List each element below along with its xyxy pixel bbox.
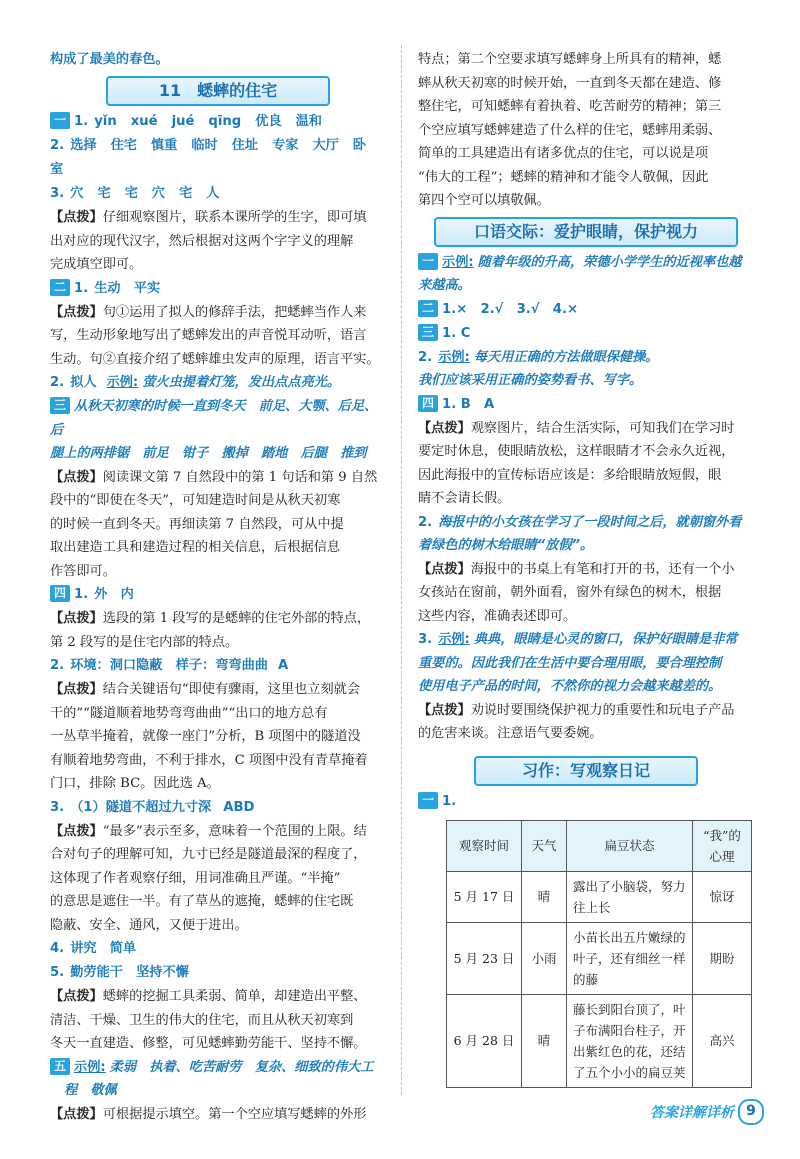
s1-q3: 3. 穴 宅 宅 穴 宅 人 xyxy=(50,182,386,206)
s4-q5: 5. 勤劳能干 坚持不懈 xyxy=(50,965,189,980)
s5-answer: 五 示例: 柔弱 执着、吃苦耐劳 复杂、细致的伟大工 程 敬佩 xyxy=(50,1056,386,1103)
s1-q1: 一 1. yǐn xué jué qīng 优良 温和 xyxy=(50,110,386,134)
s2-q2: 2. 拟人 示例: 萤火虫提着灯笼，发出点点亮光。 xyxy=(50,375,341,390)
o4-tip3: 【点拨】劝说时要围绕保护视力的重要性和玩电子产品 的危害来谈。注意语气要委婉。 xyxy=(418,702,735,741)
s4-tip2: 【点拨】结合关键语句“即使有骤雨，这里也立刻就会 干的”“隧道顺着地势弯弯曲曲”“出口的地方总有 一丛草半掩着，就像一座门”分析，B 项图中的隧道没 有顺着地势弯曲，不利于排水，C 项图中没有青草掩着 门口，排除 BC。因此选 A。 xyxy=(50,682,368,791)
table-row: 6 月 28 日 晴 藤长到阳台顶了，叶子布满阳台柱子，开出紫红色的花，还结了五个小小的扁豆荚 高兴 xyxy=(447,994,752,1087)
s4-tip1: 【点拨】选段的第 1 段写的是蟋蟀的住宅外部的特点， 第 2 段写的是住宅内部的特点。 xyxy=(50,611,371,650)
table-row: 5 月 23 日 小雨 小苗长出五片嫩绿的叶子，还有细丝一样的藤 期盼 xyxy=(447,922,752,994)
s4-tip3: 【点拨】“最多”表示至多，意味着一个范围的上限。结 合对句子的理解可知，九寸已经是隧道最深的程度了， 这体现了作者观察仔细，用词准确且严谨。“半掩” 的意思是遮住一半。有了草丛的遮掩，蟋蟀的住宅既 隐蔽、安全、通风，又便于进出。 xyxy=(50,823,367,933)
prev-lesson-tail: 构成了最美的春色。 xyxy=(50,52,169,67)
column-divider xyxy=(401,45,402,1095)
o1-answer: 一 示例: 随着年级的升高，荣德小学学生的近视率也越 来越高。 xyxy=(418,253,742,293)
char-answers: 穴 宅 宅 穴 宅 人 xyxy=(70,186,220,201)
s2-q1: 二 1. 生动 平实 xyxy=(50,277,386,301)
s5-tip-continued: 特点；第二个空要求填写蟋蟀身上所具有的精神，蟋 蟀从秋天初寒的时候开始，一直到冬天都在建造、修 整住宅，可知蟋蟀有着执着、吃苦耐劳的精神；第三 个空应填写蟋蟀建造了什么样的住宅，蟋蟀用柔弱、 简单的工具建造出有诸多优点的住宅，可以说是项 “伟大的工程”；蟋蟀的精神和才能令人敬佩，因此 第四个空可以填敬佩。 xyxy=(418,52,722,208)
o3-q1: 三 1. C xyxy=(418,322,754,346)
word-answers: 选择 住宅 慎重 临时 住址 专家 大厅 卧室 xyxy=(50,138,366,177)
s4-q3: 3. （1）隧道不超过九寸深 ABD xyxy=(50,799,255,815)
s3-answer: 三 从秋天初寒的时候一直到冬天 前足、大颚、后足、后 腿上的两排锯 前足 钳子 搬掉 踏地 后腿 推到 xyxy=(50,398,378,461)
page-footer xyxy=(650,1101,764,1123)
s3-tip: 【点拨】阅读课文第 7 自然段中的第 1 句话和第 9 自然 段中的“即使在冬天”，可知建造时间是从秋天初寒 的时候一直到冬天。再细读第 7 自然段，可从中提 取出建造工具和建造过程的相关信息，后根据信息 作答即可。 xyxy=(50,469,378,579)
writing-title: 习作：写观察日记 xyxy=(474,756,698,786)
table-row: 5 月 17 日 晴 露出了小脑袋，努力往上长 惊讶 xyxy=(447,871,752,922)
s1-tip: 【点拨】仔细观察图片，联系本课所学的生字，即可填 出对应的现代汉字，然后根据对这两个字字义的理解 完成填空即可。 xyxy=(50,210,367,272)
s1-q2: 2. 选择 住宅 慎重 临时 住址 专家 大厅 卧室 xyxy=(50,138,366,177)
o4-tip2: 【点拨】海报中的书桌上有笔和打开的书，还有一个小 女孩站在窗前，朝外面看，窗外有绿色的树木，根据 这些内容，准确表述即可。 xyxy=(418,561,735,624)
lesson-title: 11 蟋蟀的住宅 xyxy=(106,76,330,106)
s2-tip: 【点拨】句①运用了拟人的修辞手法，把蟋蟀当作人来 写，生动形象地写出了蟋蟀发出的声音悦耳动听，语言 生动。句②直接介绍了蟋蟀雄虫发声的原理，语言平实。 xyxy=(50,304,380,367)
section-badge: 一 xyxy=(50,112,70,129)
o3-q2: 2. 示例: 每天用正确的方法做眼保健操。 我们应该采用正确的姿势看书、写字。 xyxy=(418,349,659,388)
oral-title: 口语交际：爱护眼睛，保护视力 xyxy=(434,217,738,247)
w1-q1: 一 1. xyxy=(418,790,754,814)
o4-tip1: 【点拨】观察图片，结合生活实际，可知我们在学习时 要定时休息，使眼睛放松，这样眼睛才不会永久近视， 因此海报中的宣传标语应该是：多给眼睛放短假，眼 睛不会请长假。 xyxy=(418,420,735,506)
right-column xyxy=(418,48,754,1088)
table-header-row: 观察时间 天气 扁豆状态 “我”的心理 xyxy=(447,820,752,871)
s4-q1: 四 1. 外 内 xyxy=(50,583,386,607)
s4-q4: 4. 讲究 简单 xyxy=(50,941,137,956)
observation-table xyxy=(446,820,752,1088)
left-column xyxy=(50,48,386,1126)
pinyin-answers: yǐn xué jué qīng 优良 温和 xyxy=(94,114,322,129)
page-number: 9 xyxy=(738,1099,764,1125)
o4-q3: 3. 示例: 典典，眼睛是心灵的窗口，保护好眼睛是非常 重要的。因此我们在生活中要合理用眼，要合理控制 使用电子产品的时间，不然你的视力会越来越差的。 xyxy=(418,632,738,694)
s4-tip5: 【点拨】蟋蟀的挖掘工具柔弱、简单，却建造出平整、 清洁、干燥、卫生的伟大的住宅，而且从秋天初寒到 冬天一直建造、修整，可见蟋蟀勤劳能干、坚持不懈。 xyxy=(50,989,367,1051)
o4-q2: 2. 海报中的小女孩在学习了一段时间之后，就朝窗外看 着绿色的树木给眼睛“放假”。 xyxy=(418,514,742,553)
s4-q2: 2. 环境：洞口隐蔽 样子：弯弯曲曲 A xyxy=(50,658,289,673)
s5-tip: 【点拨】可根据提示填空。第一个空应填写蟋蟀的外形 xyxy=(50,1106,367,1122)
o4-q1: 四 1. B A xyxy=(418,393,754,417)
o2-answer: 二 1.× 2.√ 3.√ 4.× xyxy=(418,298,754,322)
footer-brand-text: 答案详解详析 xyxy=(650,1105,734,1121)
